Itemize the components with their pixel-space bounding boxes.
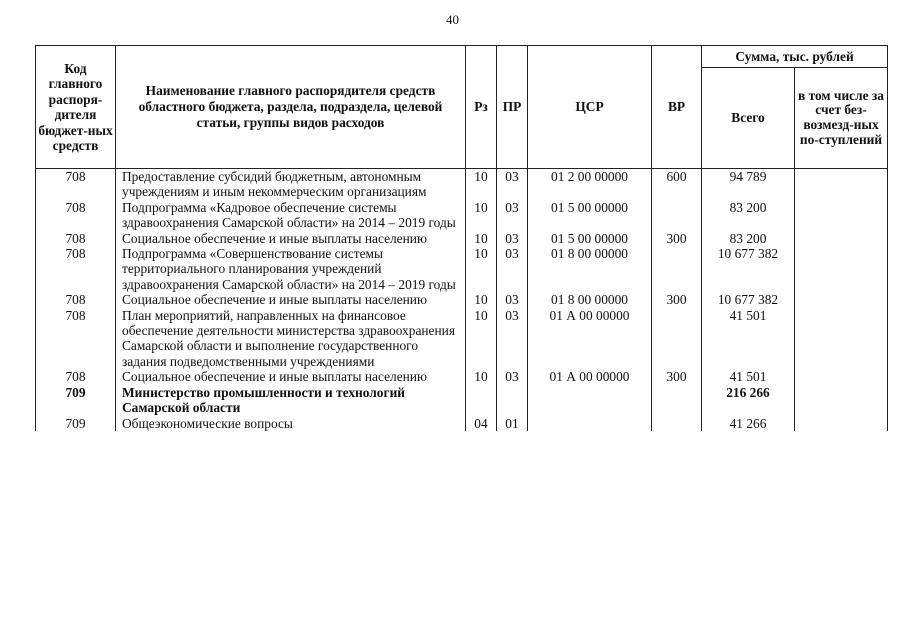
- row-rz: 10: [466, 169, 497, 200]
- row-pr: 03: [497, 169, 528, 200]
- header-rz: Рз: [466, 46, 497, 169]
- row-vr: [652, 385, 702, 416]
- row-rz: 10: [466, 231, 497, 246]
- row-vr: [652, 308, 702, 370]
- header-incl: в том числе за счет без-возмезд-ных по-ступлений: [795, 68, 888, 169]
- row-csr: 01 2 00 00000: [528, 169, 652, 200]
- row-rz: 10: [466, 200, 497, 231]
- table-row: [36, 308, 888, 370]
- row-code: 708: [36, 246, 116, 292]
- header-vr: ВР: [652, 46, 702, 169]
- row-incl: [795, 369, 888, 384]
- row-vr: [652, 246, 702, 292]
- row-csr: 01 5 00 00000: [528, 200, 652, 231]
- row-code: 708: [36, 308, 116, 370]
- table-row: [36, 292, 888, 307]
- table-row: [36, 169, 888, 200]
- row-code: 709: [36, 416, 116, 431]
- row-csr: [528, 385, 652, 416]
- header-sum: Сумма, тыс. рублей: [702, 46, 888, 68]
- row-code: 709: [36, 385, 116, 416]
- row-pr: 03: [497, 231, 528, 246]
- row-incl: [795, 292, 888, 307]
- row-rz: 10: [466, 292, 497, 307]
- row-vr: 300: [652, 231, 702, 246]
- row-total: 10 677 382: [702, 246, 795, 292]
- row-incl: [795, 246, 888, 292]
- row-rz: 10: [466, 369, 497, 384]
- header-name: Наименование главного распорядителя средств областного бюджета, раздела, подраздела, целевой статьи, группы видов расходов: [116, 46, 466, 169]
- row-csr: 01 8 00 00000: [528, 246, 652, 292]
- row-rz: [466, 385, 497, 416]
- row-pr: 01: [497, 416, 528, 431]
- row-csr: 01 8 00 00000: [528, 292, 652, 307]
- row-total: 94 789: [702, 169, 795, 200]
- row-incl: [795, 416, 888, 431]
- row-name: Предоставление субсидий бюджетным, автономным учреждениям и иным некоммерческим организациям: [116, 169, 466, 200]
- header-code: Код главного распоря-дителя бюджет-ных средств: [36, 46, 116, 169]
- row-total: 83 200: [702, 200, 795, 231]
- table-row: [36, 246, 888, 292]
- row-name: Подпрограмма «Кадровое обеспечение системы здравоохранения Самарской области» на 2014 – 2019 годы: [116, 200, 466, 231]
- row-code: 708: [36, 231, 116, 246]
- row-incl: [795, 385, 888, 416]
- row-incl: [795, 231, 888, 246]
- row-name: Социальное обеспечение и иные выплаты населению: [116, 231, 466, 246]
- table-row: [36, 369, 888, 384]
- row-csr: 01 А 00 00000: [528, 369, 652, 384]
- row-incl: [795, 200, 888, 231]
- row-vr: [652, 200, 702, 231]
- row-name: План мероприятий, направленных на финансовое обеспечение деятельности министерства здравоохранения Самарской области и выполнение государственного задания подведомственными учреждениями: [116, 308, 466, 370]
- row-code: 708: [36, 292, 116, 307]
- row-incl: [795, 169, 888, 200]
- row-rz: 10: [466, 308, 497, 370]
- header-csr: ЦСР: [528, 46, 652, 169]
- row-total: 216 266: [702, 385, 795, 416]
- row-pr: 03: [497, 369, 528, 384]
- header-pr: ПР: [497, 46, 528, 169]
- row-total: 41 501: [702, 369, 795, 384]
- budget-table: [35, 45, 888, 431]
- row-vr: [652, 416, 702, 431]
- row-name: Социальное обеспечение и иные выплаты населению: [116, 369, 466, 384]
- row-pr: 03: [497, 246, 528, 292]
- row-pr: 03: [497, 308, 528, 370]
- row-total: 10 677 382: [702, 292, 795, 307]
- row-name: Подпрограмма «Совершенствование системы территориального планирования учреждений здравоохранения Самарской области» на 2014 – 2019 годы: [116, 246, 466, 292]
- row-csr: 01 5 00 00000: [528, 231, 652, 246]
- row-name: Социальное обеспечение и иные выплаты населению: [116, 292, 466, 307]
- row-pr: 03: [497, 292, 528, 307]
- row-code: 708: [36, 200, 116, 231]
- table-row: [36, 385, 888, 416]
- row-total: 83 200: [702, 231, 795, 246]
- row-rz: 04: [466, 416, 497, 431]
- row-csr: [528, 416, 652, 431]
- page-number: 40: [446, 12, 459, 27]
- row-name: Общеэкономические вопросы: [116, 416, 466, 431]
- table-body: [36, 169, 888, 431]
- header-total: Всего: [702, 68, 795, 169]
- row-name: Министерство промышленности и технологий Самарской области: [116, 385, 466, 416]
- table-row: [36, 200, 888, 231]
- row-code: 708: [36, 369, 116, 384]
- row-pr: [497, 385, 528, 416]
- row-total: 41 501: [702, 308, 795, 370]
- row-csr: 01 А 00 00000: [528, 308, 652, 370]
- row-rz: 10: [466, 246, 497, 292]
- row-vr: 600: [652, 169, 702, 200]
- row-vr: 300: [652, 369, 702, 384]
- row-total: 41 266: [702, 416, 795, 431]
- table-row: [36, 416, 888, 431]
- row-incl: [795, 308, 888, 370]
- row-vr: 300: [652, 292, 702, 307]
- row-pr: 03: [497, 200, 528, 231]
- row-code: 708: [36, 169, 116, 200]
- table-row: [36, 231, 888, 246]
